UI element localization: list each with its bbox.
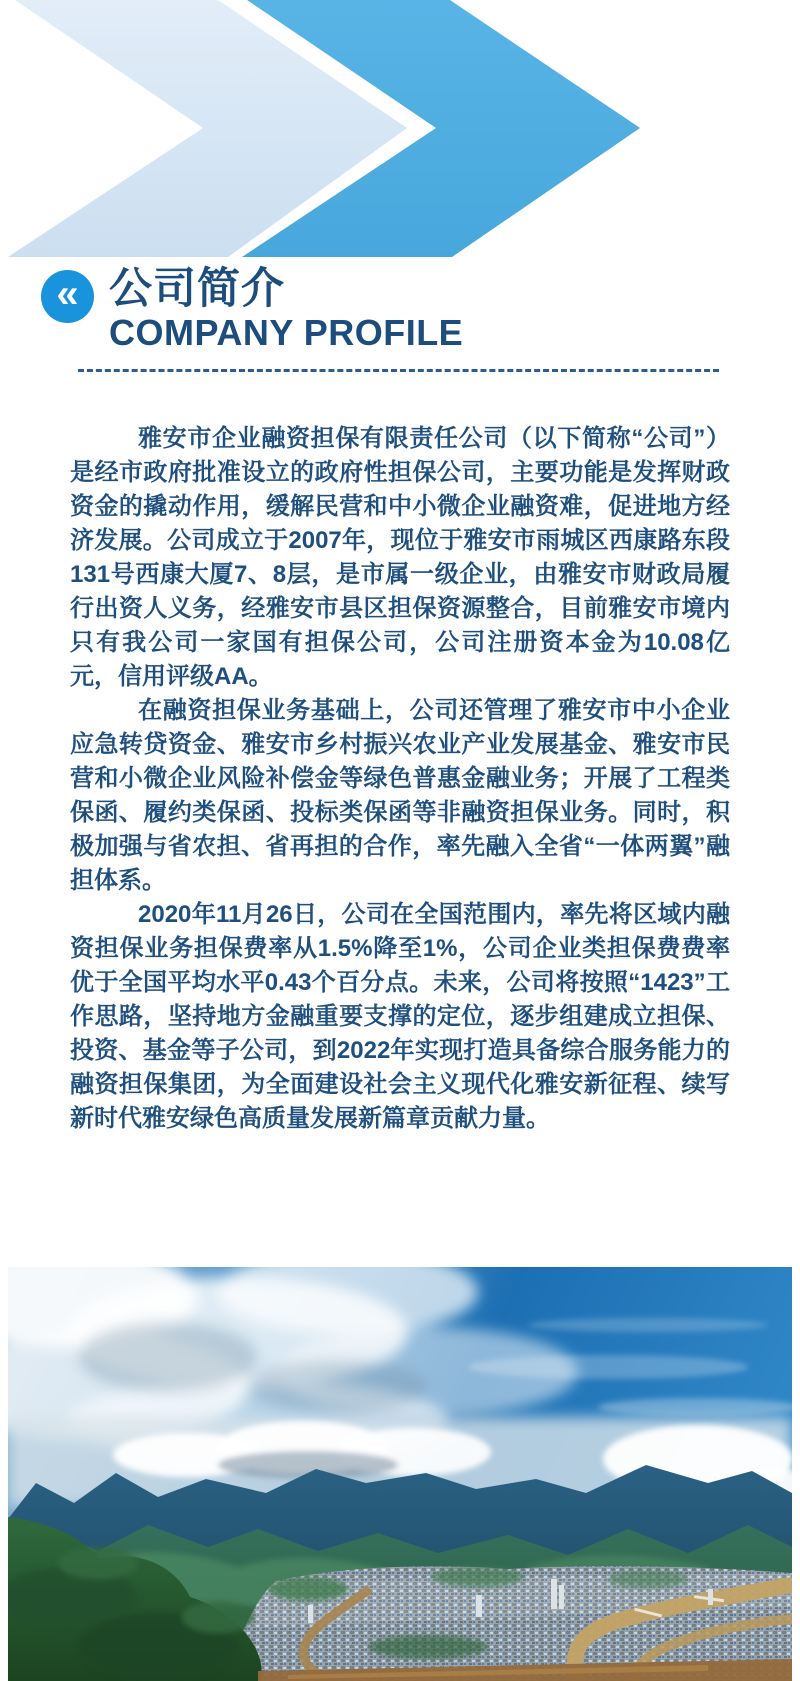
profile-paragraph-1: 雅安市企业融资担保有限责任公司（以下简称“公司”）是经市政府批准设立的政府性担保公司，主要功能是发挥财政资金的撬动作用，缓解民营和中小微企业融资难，促进地方经济发展。公司成立于2007年，现位于雅安市雨城区西康路东段131号西康大厦7、8层，是市属一级企业，由雅安市财政局履行出资人义务，经雅安市县区担保资源整合，目前雅安市境内只有我公司一家国有担保公司，公司注册资本金为10.08亿元，信用评级AA。 <box>70 425 730 690</box>
page-title: 公司简介 <box>109 265 285 313</box>
city-aerial-photo <box>8 1267 792 1681</box>
page-subtitle: COMPANY PROFILE <box>109 312 464 353</box>
double-chevron-left-icon <box>41 270 94 323</box>
chevron-banner-decoration <box>0 0 800 257</box>
profile-paragraph-3: 2020年11月26日，公司在全国范围内，率先将区域内融资担保业务担保费率从1.5%降至1%，公司企业类担保费费率优于全国平均水平0.43个百分点。未来，公司将按照“1423”工作思路，坚持地方金融重要支撑的定位，逐步组建成立担保、投资、基金等子公司，到2022年实现打造具备综合服务能力的融资担保集团，为全面建设社会主义现代化雅安新征程、续写新时代雅安绿色高质量发展新篇章贡献力量。 <box>70 901 730 1132</box>
section-header <box>41 266 800 352</box>
profile-text-block <box>70 422 730 1136</box>
dashed-divider <box>78 369 719 372</box>
section-titles <box>109 266 463 352</box>
double-chevron-left-glyph: « <box>56 271 79 316</box>
profile-paragraph-2: 在融资担保业务基础上，公司还管理了雅安市中小企业应急转贷资金、雅安市乡村振兴农业产业发展基金、雅安市民营和小微企业风险补偿金等绿色普惠金融业务；开展了工程类保函、履约类保函、投标类保函等非融资担保业务。同时，积极加强与省农担、省再担的合作，率先融入全省“一体两翼”融担体系。 <box>70 697 730 894</box>
